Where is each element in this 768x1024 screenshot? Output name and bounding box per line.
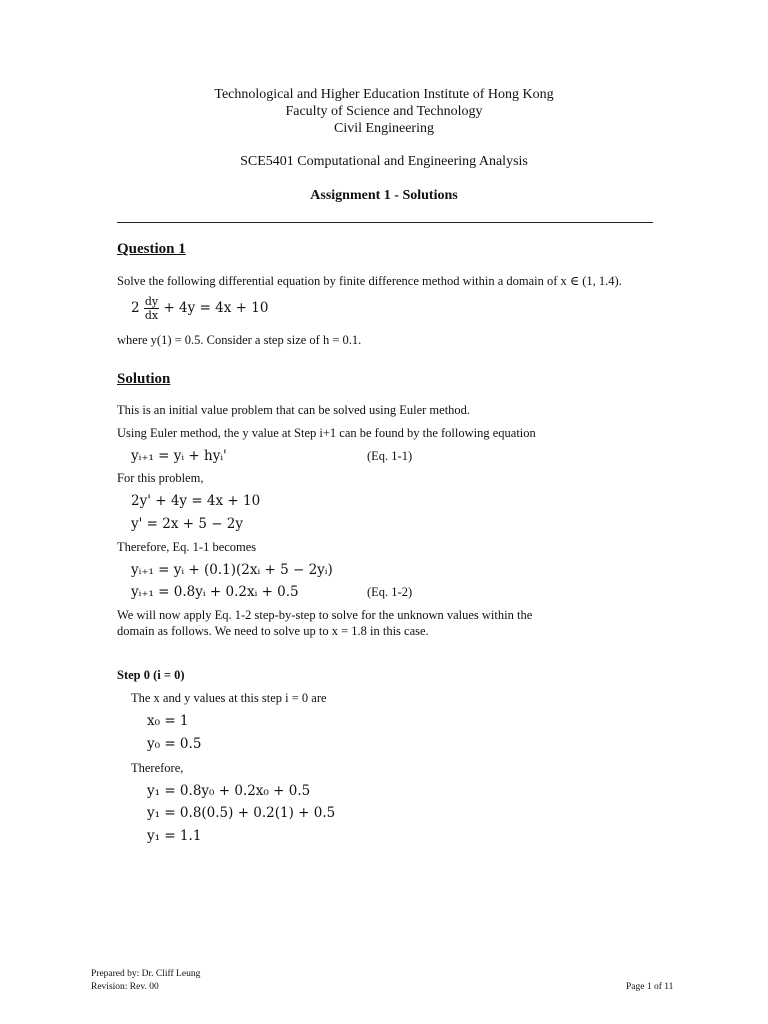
therefore-text: Therefore, — [131, 761, 184, 775]
institute-name: Technological and Higher Education Institute of Hong Kong — [214, 87, 554, 102]
faculty-name: Faculty of Science and Technology — [285, 104, 483, 119]
question-text: Solve the following differential equation by finite difference method within a domain of x ∈ (1, 1.4). — [117, 274, 622, 288]
apply-text-line-1: We will now apply Eq. 1-2 step-by-step to solve for the unknown values within the — [117, 608, 533, 622]
assignment-title: Assignment 1 - Solutions — [310, 188, 458, 203]
prepared-by: Prepared by: Dr. Cliff Leung — [91, 969, 201, 979]
revision: Revision: Rev. 00 — [91, 982, 159, 992]
header-divider — [117, 222, 653, 223]
becomes-text: Therefore, Eq. 1-1 becomes — [117, 540, 257, 554]
equation-label-1: (Eq. 1-1) — [367, 449, 413, 463]
euler-equation: yᵢ₊₁ = yᵢ + hyᵢ' — [131, 448, 227, 464]
initial-condition: where y(1) = 0.5. Consider a step size of h = 0.1. — [117, 333, 362, 347]
x0-value: x₀ = 1 — [147, 713, 189, 729]
course-title: SCE5401 Computational and Engineering Analysis — [240, 154, 528, 169]
y0-value: y₀ = 0.5 — [147, 736, 202, 752]
euler-text: Using Euler method, the y value at Step i+1 can be found by the following equation — [117, 426, 536, 440]
ode-form-2: y' = 2x + 5 − 2y — [131, 516, 244, 532]
question-heading: Question 1 — [117, 241, 186, 257]
derivative-fraction — [144, 295, 159, 322]
step0-heading: Step 0 (i = 0) — [117, 668, 185, 682]
simplified-equation: yᵢ₊₁ = 0.8yᵢ + 0.2xᵢ + 0.5 — [131, 584, 299, 600]
eq-coefficient: 2 — [131, 300, 140, 316]
apply-text-line-2: domain as follows. We need to solve up to x = 1.8 in this case. — [117, 624, 429, 638]
differential-equation — [131, 295, 268, 322]
equation-label-2: (Eq. 1-2) — [367, 585, 413, 599]
step0-values-text: The x and y values at this step i = 0 are — [131, 691, 327, 705]
fraction-denominator: dx — [144, 309, 159, 322]
eq-rest: + 4y = 4x + 10 — [163, 300, 269, 316]
department-name: Civil Engineering — [334, 121, 434, 136]
y1-substitution: y₁ = 0.8(0.5) + 0.2(1) + 0.5 — [147, 805, 336, 821]
solution-heading: Solution — [117, 371, 171, 387]
fraction-numerator: dy — [144, 295, 159, 308]
ode-form-1: 2y' + 4y = 4x + 10 — [131, 493, 261, 509]
substituted-equation: yᵢ₊₁ = yᵢ + (0.1)(2xᵢ + 5 − 2yᵢ) — [131, 562, 333, 578]
solution-intro: This is an initial value problem that can be solved using Euler method. — [117, 403, 471, 417]
problem-text: For this problem, — [117, 471, 204, 485]
y1-result: y₁ = 1.1 — [147, 828, 202, 844]
page-number: Page 1 of 11 — [626, 982, 674, 992]
y1-formula: y₁ = 0.8y₀ + 0.2x₀ + 0.5 — [147, 783, 311, 799]
